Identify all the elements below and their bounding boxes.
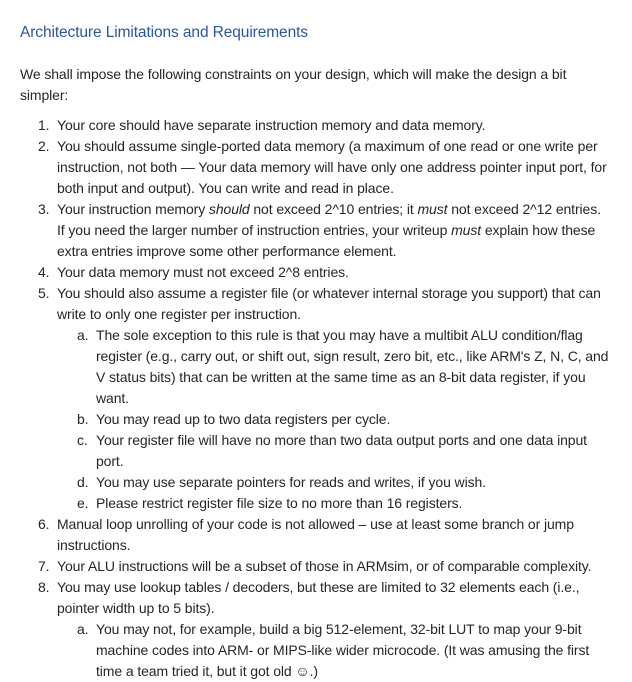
sub-item-letter: b. bbox=[77, 411, 89, 427]
sub-list-item bbox=[77, 619, 612, 682]
list-item-number: 4. bbox=[38, 264, 50, 280]
sub-item-letter: c. bbox=[77, 432, 88, 448]
list-item-text: Your instruction memory should not exceed 2^10 entries; it must not exceed 2^12 entries. If you need the larger number of instruction entries, your writeup must explain how these extra entries improve some other performance element. bbox=[57, 201, 601, 259]
sub-item-text: You may use separate pointers for reads and writes, if you wish. bbox=[96, 474, 486, 490]
sub-item-letter: e. bbox=[77, 495, 89, 511]
list-item-text: Your core should have separate instruction memory and data memory. bbox=[57, 117, 486, 133]
sub-list-item bbox=[77, 430, 612, 472]
sub-item-text: You may not, for example, build a big 512-element, 32-bit LUT to map your 9-bit machine codes into ARM- or MIPS-like wider microcode. (It was amusing the first time a team tried it, but it got old ☺.) bbox=[96, 621, 590, 679]
list-item-number: 6. bbox=[38, 516, 50, 532]
list-item-number: 5. bbox=[38, 285, 50, 301]
sub-item-letter: a. bbox=[77, 621, 89, 637]
sub-item-letter: a. bbox=[77, 327, 89, 343]
list-item-text: You may use lookup tables / decoders, but these are limited to 32 elements each (i.e., pointer width up to 5 bits). bbox=[57, 579, 580, 616]
sub-item-text: Please restrict register file size to no more than 16 registers. bbox=[96, 495, 463, 511]
list-item bbox=[38, 514, 612, 556]
list-item-text: You should also assume a register file (or whatever internal storage you support) that can write to only one register per instruction. bbox=[57, 285, 601, 322]
sub-list-item bbox=[77, 325, 612, 409]
list-item-text: Your data memory must not exceed 2^8 entries. bbox=[57, 264, 349, 280]
list-item-text: You should assume single-ported data memory (a maximum of one read or one write per instruction, not both — Your data memory will have only one address pointer input port, for both input and output). You can write and read in place. bbox=[57, 138, 607, 196]
list-item-text: Your ALU instructions will be a subset of those in ARMsim, or of comparable complexity. bbox=[57, 558, 592, 574]
constraints-list bbox=[20, 115, 612, 682]
list-item bbox=[38, 283, 612, 514]
sub-item-text: Your register file will have no more than two data output ports and one data input port. bbox=[96, 432, 587, 469]
list-item-number: 1. bbox=[38, 117, 50, 133]
list-item-number: 2. bbox=[38, 138, 50, 154]
sub-list-item bbox=[77, 409, 612, 430]
sub-item-letter: d. bbox=[77, 474, 89, 490]
list-item bbox=[38, 136, 612, 199]
list-item-text: Manual loop unrolling of your code is not allowed – use at least some branch or jump instructions. bbox=[57, 516, 574, 553]
sub-item-text: You may read up to two data registers per cycle. bbox=[96, 411, 391, 427]
list-item bbox=[38, 577, 612, 682]
sub-list bbox=[57, 325, 612, 514]
list-item bbox=[38, 199, 612, 262]
sub-item-text: The sole exception to this rule is that you may have a multibit ALU condition/flag register (e.g., carry out, or shift out, sign result, zero bit, etc., like ARM's Z, N, C, and V status bits) that can be written at the same time as an 8-bit data register, if you want. bbox=[96, 327, 609, 406]
list-item-number: 3. bbox=[38, 201, 50, 217]
sub-list-item bbox=[77, 493, 612, 514]
list-item bbox=[38, 556, 612, 577]
intro-paragraph: We shall impose the following constraints on your design, which will make the design a bit simpler: bbox=[20, 66, 567, 103]
sub-list-item bbox=[77, 472, 612, 493]
page-title: Architecture Limitations and Requirements bbox=[20, 24, 308, 41]
list-item-number: 7. bbox=[38, 558, 50, 574]
sub-list bbox=[57, 619, 612, 682]
list-item bbox=[38, 115, 612, 136]
list-item-number: 8. bbox=[38, 579, 50, 595]
list-item bbox=[38, 262, 612, 283]
